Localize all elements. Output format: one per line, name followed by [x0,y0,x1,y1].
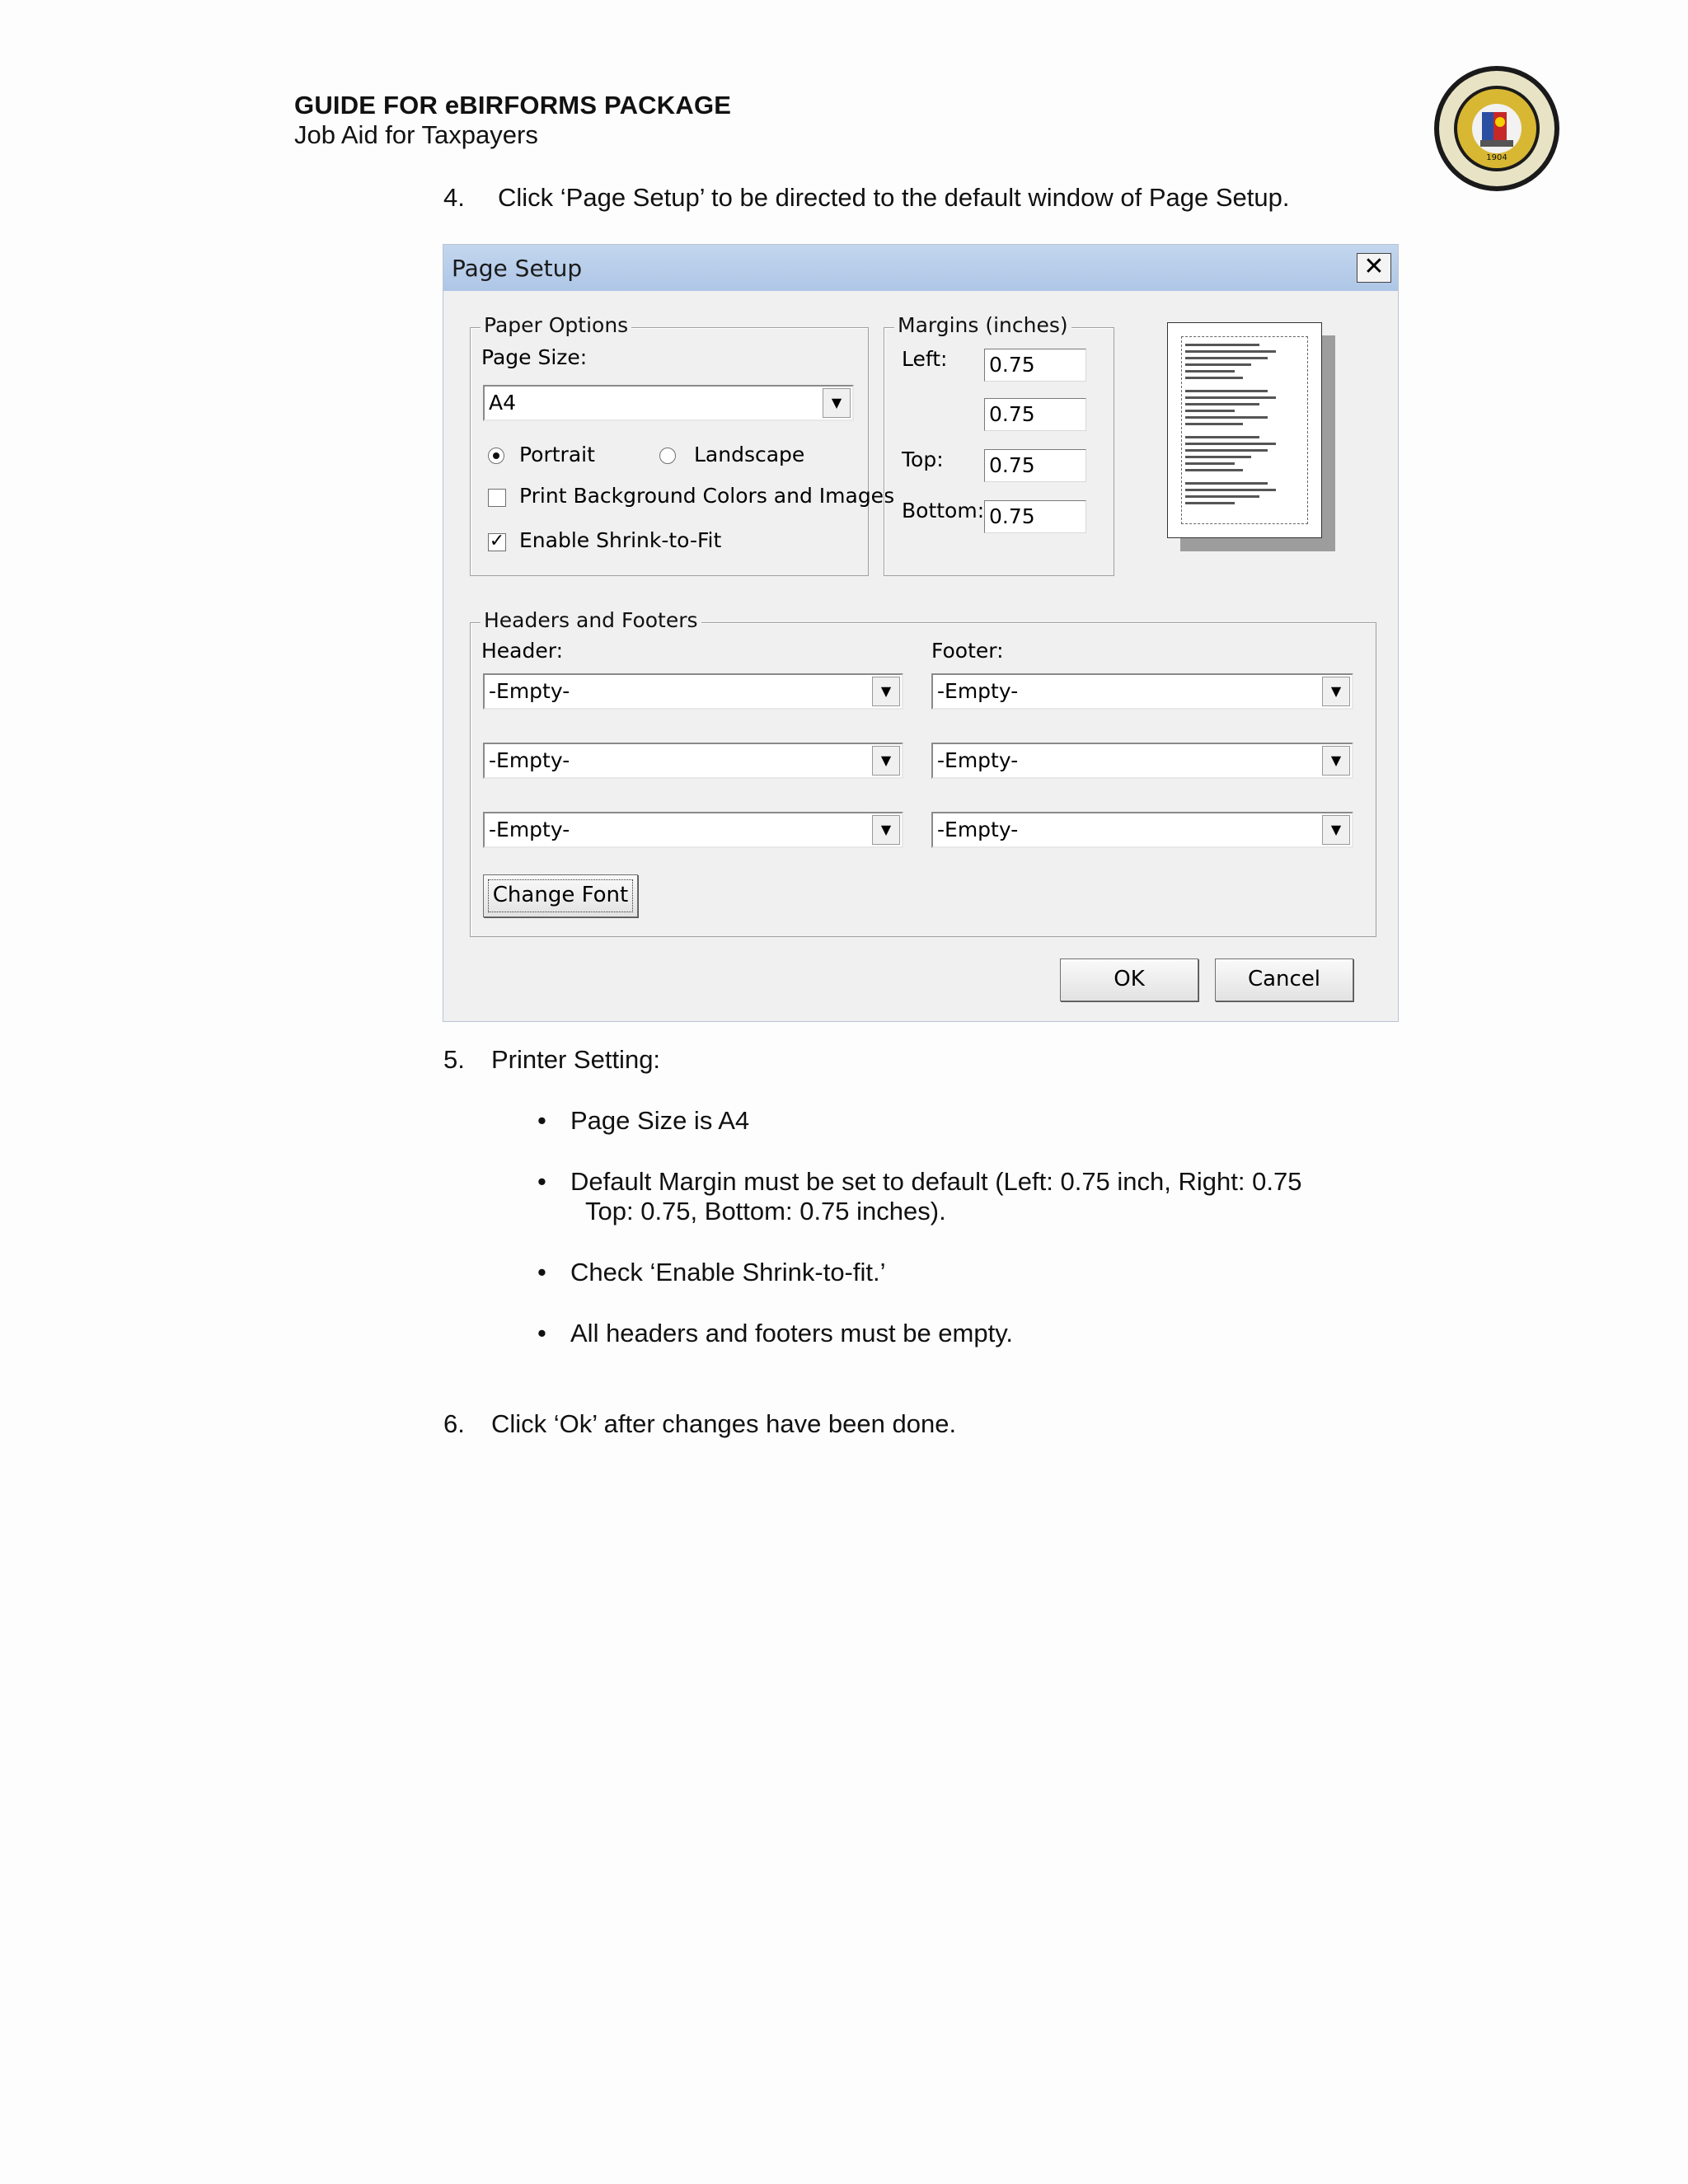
bullet-dot-icon: • [537,1258,546,1286]
shrink-to-fit-checkbox[interactable]: ✓ [489,531,505,551]
page-setup-dialog [443,244,1399,1022]
shrink-to-fit-label: Enable Shrink-to-Fit [519,528,722,552]
step-6-number: 6. [443,1409,465,1438]
chevron-down-icon[interactable]: ▼ [1322,746,1350,776]
chevron-down-icon[interactable]: ▼ [872,815,900,845]
margin-top-label: Top: [902,448,944,471]
change-font-button[interactable]: Change Font [483,874,638,917]
header-select-2[interactable] [483,743,903,779]
footer-select-1[interactable] [931,673,1353,710]
bullet-text: All headers and footers must be empty. [570,1319,1014,1347]
step-5-number: 5. [443,1045,465,1074]
step-5-text: Printer Setting: [491,1045,661,1074]
headers-footers-legend: Headers and Footers [481,608,701,632]
margin-right-input[interactable]: 0.75 [984,398,1086,431]
document-subtitle: Job Aid for Taxpayers [294,120,538,149]
footer-select-3[interactable] [931,812,1353,848]
portrait-label: Portrait [519,443,595,466]
bullet-dot-icon: • [537,1167,546,1196]
close-button[interactable]: ✕ [1357,253,1391,283]
bullet-text: Default Margin must be set to default (Left: 0.75 inch, Right: 0.75 [570,1167,1302,1196]
bullet-item [537,1258,886,1287]
bullet-item [537,1167,1302,1197]
ok-button[interactable]: OK [1060,958,1198,1001]
paper-options-legend: Paper Options [481,313,631,337]
bullet-text: Page Size is A4 [570,1106,750,1135]
bir-seal-logo [1432,64,1561,193]
svg-text:1904: 1904 [1486,153,1507,162]
footer-select-2-value: -Empty- [937,748,1019,772]
header-select-1-value: -Empty- [489,679,570,703]
footer-select-3-value: -Empty- [937,818,1019,841]
margin-left-input[interactable]: 0.75 [984,349,1086,382]
document-title: GUIDE FOR eBIRFORMS PACKAGE [294,91,732,120]
bullet-item [537,1106,750,1136]
margin-bottom-label: Bottom: [902,499,985,523]
step-4-text: Click ‘Page Setup’ to be directed to the default window of Page Setup. [498,183,1290,212]
page-size-value: A4 [489,391,517,415]
print-background-checkbox[interactable] [488,489,506,507]
chevron-down-icon[interactable]: ▼ [872,746,900,776]
bullet-text: Check ‘Enable Shrink-to-fit.’ [570,1258,886,1286]
margin-top-input[interactable]: 0.75 [984,449,1086,482]
footer-select-1-value: -Empty- [937,679,1019,703]
header-select-1[interactable] [483,673,903,710]
bullet-item [537,1319,1014,1348]
landscape-label: Landscape [694,443,805,466]
print-background-label: Print Background Colors and Images [519,484,895,508]
chevron-down-icon[interactable]: ▼ [1322,815,1350,845]
dialog-title: Page Setup [452,255,583,282]
header-select-3-value: -Empty- [489,818,570,841]
chevron-down-icon[interactable]: ▼ [1322,677,1350,706]
bullet-dot-icon: • [537,1319,546,1347]
step-4-number: 4. [443,183,465,212]
margins-legend: Margins (inches) [894,313,1071,337]
page-preview-thumbnail [1167,322,1322,538]
bullet-dot-icon: • [537,1106,546,1135]
page-size-select[interactable] [483,385,854,421]
landscape-radio[interactable] [659,448,676,464]
portrait-radio[interactable] [488,448,504,464]
header-label: Header: [481,639,564,663]
cancel-button[interactable]: Cancel [1215,958,1353,1001]
footer-label: Footer: [931,639,1004,663]
header-select-3[interactable] [483,812,903,848]
header-select-2-value: -Empty- [489,748,570,772]
footer-select-2[interactable] [931,743,1353,779]
step-6-text: Click ‘Ok’ after changes have been done. [491,1409,957,1438]
dialog-titlebar [443,245,1398,291]
margin-bottom-input[interactable]: 0.75 [984,500,1086,533]
chevron-down-icon[interactable]: ▼ [872,677,900,706]
margin-left-label: Left: [902,347,948,371]
page-size-label: Page Size: [481,345,588,369]
chevron-down-icon[interactable]: ▼ [823,388,851,418]
bullet-text-continued: Top: 0.75, Bottom: 0.75 inches). [585,1197,946,1226]
